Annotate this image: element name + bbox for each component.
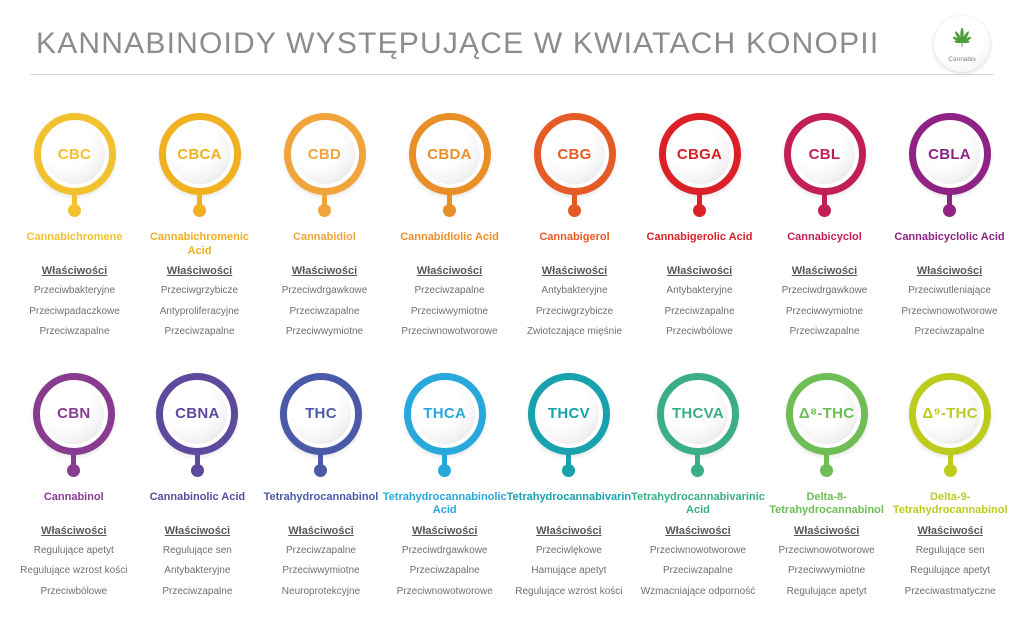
property-item: Przeciwnowotworowe (649, 544, 747, 556)
cannabinoid-abbr: CBCA (177, 145, 222, 163)
inner-circle (291, 384, 351, 444)
properties-heading: Właściwości (41, 524, 107, 537)
cannabinoid-marker (409, 113, 491, 217)
inner-circle (170, 124, 230, 184)
property-item: Przeciwwymiotne (410, 305, 489, 317)
page-title: KANNABINOIDY WYSTĘPUJĄCE W KWIATACH KONOPII (36, 27, 880, 60)
property-item: Przeciwzapalne (789, 326, 860, 337)
cannabinoid-card (137, 113, 262, 347)
cannabinoid-marker (156, 373, 238, 477)
inner-circle (420, 124, 480, 184)
ring-circle (404, 373, 486, 455)
property-item: Przeciwwymiotne (285, 326, 364, 337)
property-item: Regulujące apetyt (786, 585, 867, 597)
property-item: Przeciwpadaczkowe (29, 305, 120, 317)
cannabinoid-card (136, 373, 260, 607)
property-item: Przeciwzapalne (662, 565, 733, 576)
marker-stem (442, 454, 447, 465)
property-item: Regulujące apetyt (910, 565, 991, 576)
cannabinoid-abbr: CBD (307, 145, 342, 163)
marker-dot (691, 464, 704, 477)
cannabinoid-name: Delta-8-Tetrahydrocannabinol (769, 490, 884, 517)
inner-circle (539, 384, 599, 444)
cannabinoid-name: Tetrahydrocannabinolic Acid (382, 490, 507, 517)
grid-row-1 (0, 113, 1024, 347)
cannabis-leaf-icon (947, 26, 977, 59)
properties-heading: Właściwości (665, 524, 731, 537)
property-item: Regulujące sen (162, 544, 232, 556)
cannabinoid-abbr: Δ⁸-THC (798, 405, 855, 422)
marker-stem (824, 454, 829, 465)
property-item: Przeciwnowotworowe (396, 585, 493, 597)
marker-dot (568, 204, 581, 217)
cannabinoid-abbr: CBN (57, 405, 91, 422)
properties-heading: Właściwości (793, 524, 860, 537)
cannabinoid-abbr: CBGA (676, 145, 723, 163)
cannabinoid-abbr: THCA (423, 405, 467, 422)
cannabinoid-abbr: CBL (808, 145, 841, 163)
property-item: Hamujące apetyt (531, 565, 607, 576)
cannabinoid-marker (159, 113, 241, 217)
cannabinoid-card (383, 373, 507, 607)
marker-stem (948, 454, 953, 465)
ring-circle (34, 113, 116, 195)
properties-list (641, 545, 756, 607)
ring-circle (409, 113, 491, 195)
cannabinoid-card (387, 113, 512, 347)
marker-dot (68, 204, 81, 217)
property-item: Przeciwbakteryjne (33, 285, 116, 296)
cannabinoid-grid (0, 113, 1024, 606)
ring-circle (284, 113, 366, 195)
cannabinoid-name: Tetrahydrocannabivarin (506, 490, 632, 503)
cannabinoid-name: Cannabigerolic Acid (646, 231, 753, 243)
cannabinoid-marker (657, 373, 739, 477)
cannabinoid-name: Tetrahydrocannabivarinic Acid (631, 490, 765, 517)
property-item: Przeciwzapalne (414, 285, 485, 296)
ring-circle (909, 373, 991, 455)
properties-heading: Właściwości (291, 265, 358, 277)
property-item: Przeciwnowotworowe (901, 305, 998, 317)
cannabinoid-marker (284, 113, 366, 217)
properties-list (29, 285, 120, 347)
property-item: Przeciwlękowe (535, 544, 602, 556)
cannabinoid-abbr: Δ⁹-THC (922, 405, 978, 422)
cannabinoid-card (637, 113, 762, 347)
properties-list (160, 285, 239, 347)
cannabinoid-card (262, 113, 387, 347)
cannabinoid-name: Cannabinol (43, 490, 104, 503)
property-item: Przeciwzapalne (664, 305, 735, 317)
property-item: Zwiotczające mięśnie (526, 326, 623, 337)
property-item: Regulujące wzrost kości (515, 585, 623, 597)
properties-list (527, 285, 622, 347)
property-item: Przeciwwymiotne (785, 305, 864, 317)
inner-circle (668, 384, 728, 444)
property-item: Przeciwbólowe (40, 585, 108, 597)
cannabinoid-marker (33, 373, 115, 477)
logo-label: Cannabis (948, 55, 976, 63)
marker-stem (566, 454, 571, 465)
marker-dot (818, 204, 831, 217)
property-item: Przeciwzapalne (289, 305, 360, 317)
ring-circle (33, 373, 115, 455)
properties-list (779, 545, 875, 607)
property-item: Przeciwzapalne (39, 326, 110, 337)
cannabinoid-card (765, 373, 889, 607)
properties-heading: Właściwości (166, 265, 233, 277)
cannabinoid-card (12, 113, 137, 347)
marker-dot (318, 204, 331, 217)
inner-circle (44, 384, 104, 444)
cannabinoid-abbr: CBDA (427, 145, 472, 163)
inner-circle (797, 384, 857, 444)
marker-dot (67, 464, 80, 477)
property-item: Regulujące apetyt (33, 544, 114, 556)
property-item: Przeciwzapalne (914, 326, 985, 337)
cannabinoid-abbr: CBC (57, 145, 92, 163)
properties-heading: Właściwości (916, 265, 983, 277)
property-item: Przeciwdrgawkowe (281, 285, 368, 296)
property-item: Antybakteryjne (666, 285, 733, 296)
marker-dot (443, 204, 456, 217)
property-item: Antyproliferacyjne (159, 305, 240, 317)
properties-heading: Właściwości (288, 524, 354, 537)
marker-dot (943, 204, 956, 217)
cannabinoid-abbr: THCVA (671, 405, 724, 422)
properties-list (162, 545, 232, 607)
properties-list (515, 545, 622, 607)
marker-dot (191, 464, 204, 477)
property-item: Przeciwzapalne (285, 544, 356, 556)
cannabis-logo (934, 16, 990, 72)
header (0, 0, 1024, 74)
cannabinoid-marker (534, 113, 616, 217)
marker-stem (195, 454, 200, 465)
cannabinoid-marker (909, 113, 991, 217)
properties-list (20, 545, 127, 607)
inner-circle (920, 124, 980, 184)
cannabinoid-marker (528, 373, 610, 477)
ring-circle (659, 113, 741, 195)
properties-heading: Właściwości (791, 265, 858, 277)
properties-list (282, 545, 360, 607)
cannabinoid-name: Cannabidiol (293, 231, 356, 243)
property-item: Przeciwzapalne (162, 585, 233, 597)
properties-heading: Właściwości (917, 524, 983, 537)
properties-heading: Właściwości (416, 265, 483, 277)
ring-circle (909, 113, 991, 195)
property-item: Regulujące sen (915, 544, 985, 556)
cannabinoid-name: Cannabidiolic Acid (400, 231, 499, 243)
inner-circle (167, 384, 227, 444)
properties-list (901, 285, 997, 347)
marker-dot (693, 204, 706, 217)
cannabinoid-card (507, 373, 632, 607)
property-item: Przeciwzapalne (164, 326, 235, 337)
cannabinoid-name: Tetrahydrocannabinol (263, 490, 379, 503)
property-item: Przeciwwymiotne (787, 565, 866, 576)
header-divider (30, 74, 994, 75)
properties-list (397, 545, 493, 607)
marker-dot (314, 464, 327, 477)
cannabinoid-marker (280, 373, 362, 477)
properties-heading: Właściwości (541, 265, 608, 277)
properties-list (282, 285, 368, 347)
ring-circle (159, 113, 241, 195)
properties-list (905, 545, 996, 607)
cannabinoid-name: Cannabicyclol (787, 231, 862, 243)
cannabinoid-abbr: THC (305, 405, 337, 422)
inner-circle (920, 384, 980, 444)
property-item: Wzmacniające odporność (640, 585, 756, 597)
property-item: Antybakteryjne (164, 565, 231, 576)
marker-stem (695, 454, 700, 465)
marker-dot (562, 464, 575, 477)
cannabinoid-marker (784, 113, 866, 217)
cannabinoid-card (631, 373, 765, 607)
inner-circle (795, 124, 855, 184)
cannabinoid-name: Cannabinolic Acid (149, 490, 246, 503)
cannabinoid-name: Cannabigerol (539, 231, 610, 243)
property-item: Przeciwgrzybicze (535, 305, 614, 317)
property-item: Regulujące wzrost kości (20, 565, 128, 576)
cannabinoid-abbr: THCV (547, 405, 590, 422)
marker-dot (193, 204, 206, 217)
property-item: Neuroprotekcyjne (281, 585, 361, 597)
cannabinoid-marker (909, 373, 991, 477)
marker-dot (944, 464, 957, 477)
ring-circle (534, 113, 616, 195)
marker-stem (318, 454, 323, 465)
marker-stem (71, 454, 76, 465)
property-item: Przeciwgrzybicze (160, 285, 239, 296)
ring-circle (784, 113, 866, 195)
cannabinoid-card (888, 373, 1012, 607)
cannabinoid-name: Delta-9-Tetrahydrocannabinol (892, 490, 1008, 517)
ring-circle (528, 373, 610, 455)
property-item: Przeciwnowotworowe (401, 326, 498, 337)
ring-circle (786, 373, 868, 455)
property-item: Przeciwzapalne (409, 565, 480, 576)
properties-heading: Właściwości (164, 524, 231, 537)
cannabinoid-marker (786, 373, 868, 477)
cannabinoid-card (512, 113, 637, 347)
grid-row-2 (0, 373, 1024, 607)
property-item: Przeciwwymiotne (282, 565, 360, 576)
ring-circle (156, 373, 238, 455)
cannabinoid-name: Cannabichromene (26, 231, 123, 243)
cannabinoid-card (887, 113, 1012, 347)
cannabinoid-abbr: CBG (557, 145, 592, 163)
inner-circle (670, 124, 730, 184)
ring-circle (657, 373, 739, 455)
cannabinoid-card (12, 373, 136, 607)
cannabinoid-card (259, 373, 383, 607)
properties-heading: Właściwości (536, 524, 602, 537)
cannabinoid-abbr: CBNA (175, 405, 220, 422)
properties-heading: Właściwości (411, 524, 478, 537)
cannabinoid-name: Cannabichromenic Acid (149, 231, 250, 257)
property-item: Przeciwdrgawkowe (781, 285, 868, 296)
inner-circle (295, 124, 355, 184)
properties-list (664, 285, 734, 347)
inner-circle (45, 124, 105, 184)
properties-heading: Właściwości (41, 265, 108, 277)
cannabinoid-marker (34, 113, 116, 217)
cannabinoid-abbr: CBLA (928, 145, 971, 163)
inner-circle (545, 124, 605, 184)
property-item: Przeciwutleniające (908, 285, 991, 296)
cannabinoid-card (762, 113, 887, 347)
property-item: Przeciwbólowe (666, 326, 733, 337)
property-item: Antybakteryjne (541, 285, 608, 296)
property-item: Przeciwnowotworowe (778, 544, 875, 556)
property-item: Przeciwdrgawkowe (401, 544, 488, 556)
cannabinoid-marker (659, 113, 741, 217)
marker-dot (820, 464, 833, 477)
property-item: Przeciwastmatyczne (904, 585, 996, 597)
inner-circle (415, 384, 475, 444)
properties-list (782, 285, 868, 347)
cannabinoid-marker (404, 373, 486, 477)
properties-heading: Właściwości (666, 265, 733, 277)
marker-dot (438, 464, 451, 477)
ring-circle (280, 373, 362, 455)
properties-list (401, 285, 497, 347)
cannabinoid-name: Cannabicyclolic Acid (894, 231, 1005, 243)
